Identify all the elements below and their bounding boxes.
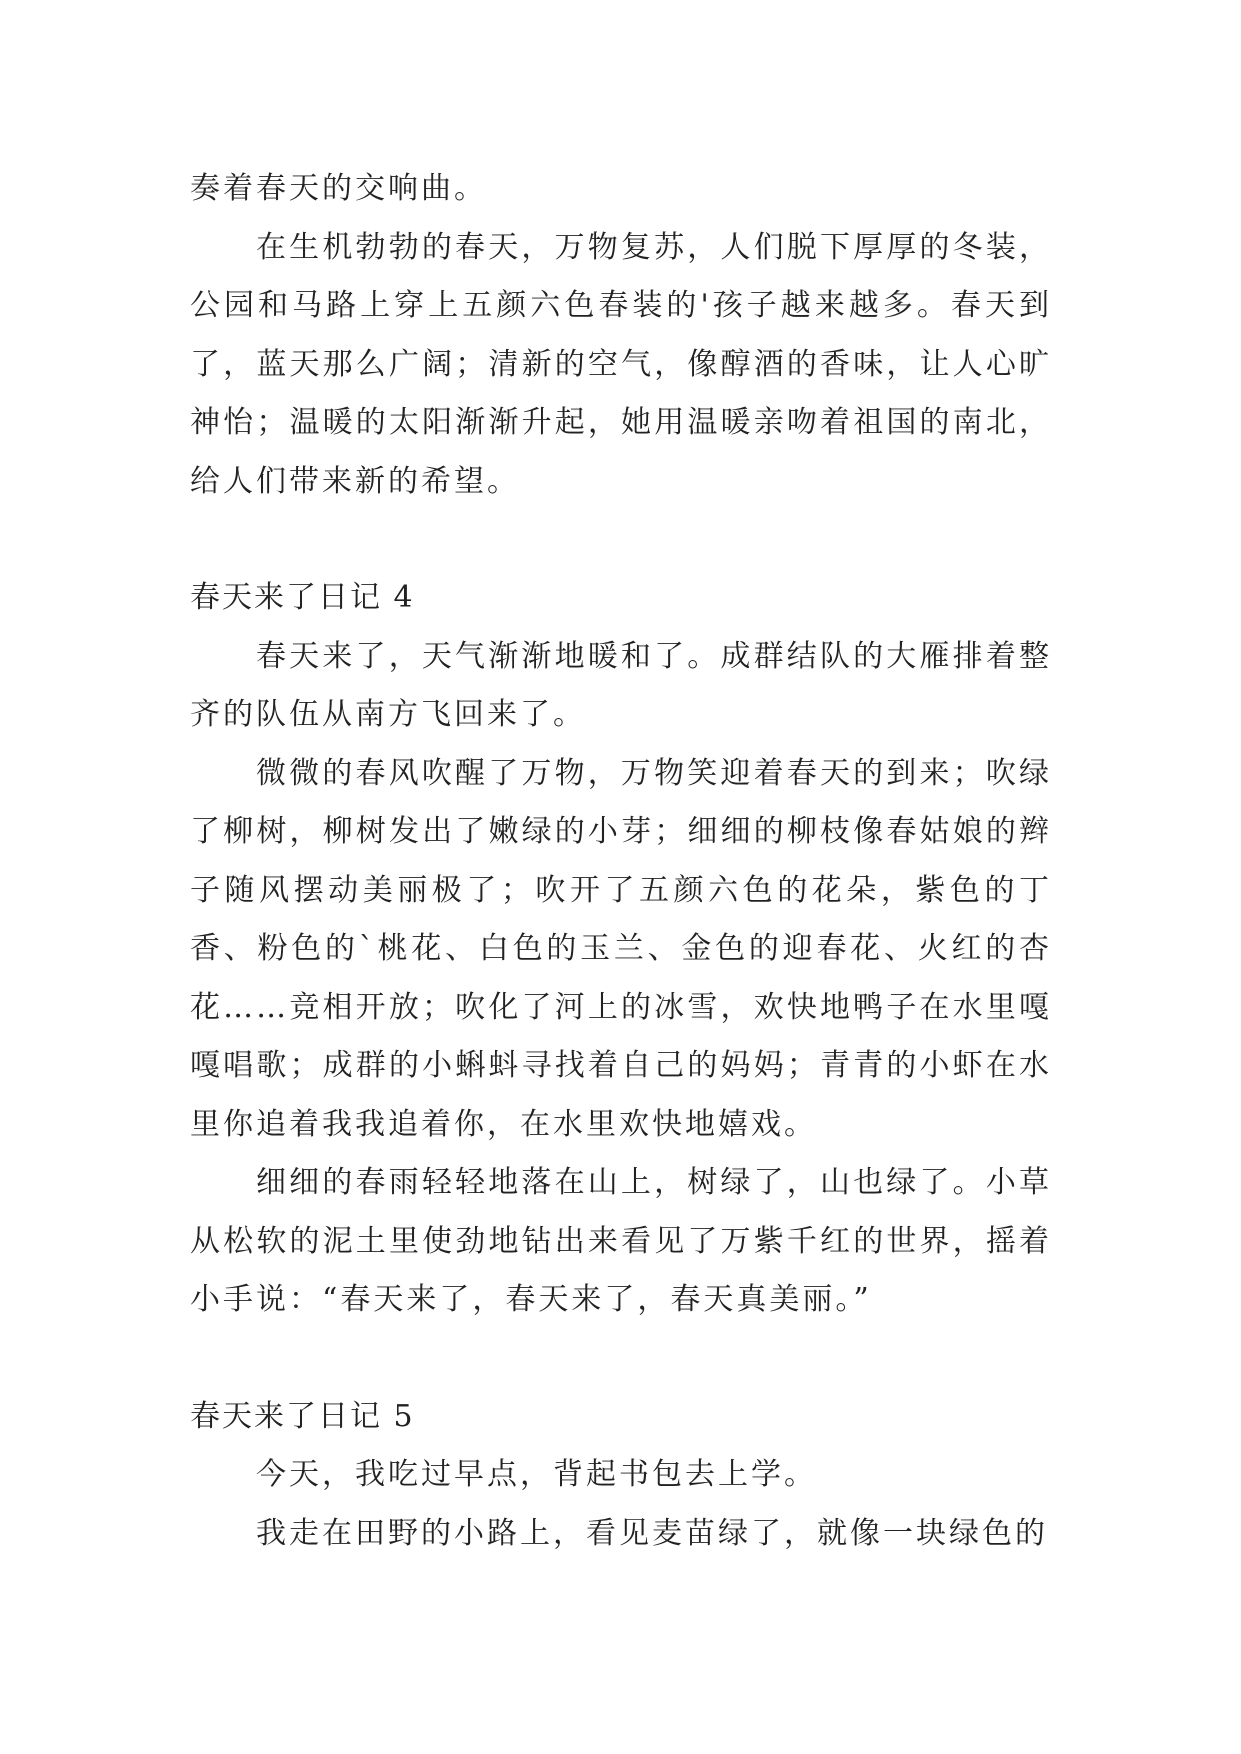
- paragraph: 在生机勃勃的春天，万物复苏，人们脱下厚厚的冬装，公园和马路上穿上五颜六色春装的'孩子越来越多。春天到了，蓝天那么广阔；清新的空气，像醇酒的香味，让人心旷神怡；温暖的太阳渐渐升起，她用温暖亲吻着祖国的南北，给人们带来新的希望。: [190, 229, 1052, 499]
- paragraph: 今天，我吃过早点，背起书包去上学。: [256, 1457, 817, 1492]
- section-heading-4: 春天来了日记 4: [190, 580, 415, 615]
- paragraph: 春天来了，天气渐渐地暖和了。成群结队的大雁排着整齐的队伍从南方飞回来了。: [190, 638, 1052, 732]
- section-gap: [190, 1330, 1052, 1388]
- paragraph: 奏着春天的交响曲。: [190, 171, 487, 206]
- section-gap: [190, 511, 1052, 569]
- section-heading-5: 春天来了日记 5: [190, 1398, 415, 1434]
- paragraph: 细细的春雨轻轻地落在山上，树绿了，山也绿了。小草从松软的泥土里使劲地钻出来看见了万紫千红的世界，摇着小手说：“春天来了，春天来了，春天真美丽。”: [190, 1165, 1052, 1317]
- paragraph: 我走在田野的小路上，看见麦苗绿了，就像一块绿色的: [256, 1515, 1048, 1551]
- document-body: [190, 160, 1052, 1563]
- paragraph: 微微的春风吹醒了万物，万物笑迎着春天的到来；吹绿了柳树，柳树发出了嫩绿的小芽；细细的柳枝像春姑娘的辫子随风摆动美丽极了；吹开了五颜六色的花朵，紫色的丁香、粉色的`桃花、白色的玉兰、金色的迎春花、火红的杏花……竞相开放；吹化了河上的冰雪，欢快地鸭子在水里嘎嘎唱歌；成群的小蝌蚪寻找着自己的妈妈；青青的小虾在水里你追着我我追着你，在水里欢快地嬉戏。: [190, 755, 1052, 1142]
